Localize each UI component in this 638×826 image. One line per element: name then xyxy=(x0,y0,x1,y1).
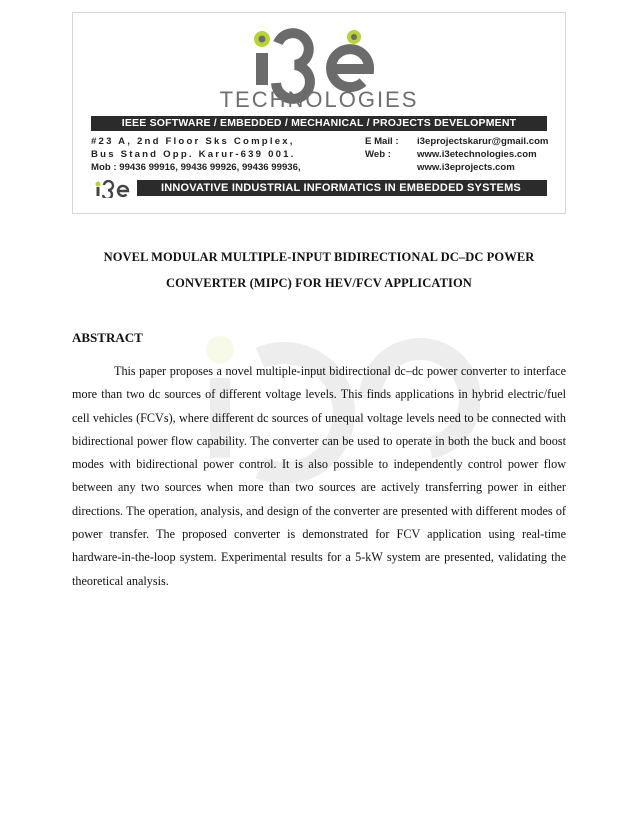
email-label: E Mail : xyxy=(365,136,399,147)
web-value-2: www.i3eprojects.com xyxy=(417,162,515,173)
web-row xyxy=(365,148,551,161)
contact-block xyxy=(365,135,551,174)
email-value: i3eprojectskarur@gmail.com xyxy=(417,136,549,147)
mobile-line: Mob : 99436 99916, 99436 99926, 99436 99936, xyxy=(91,162,301,173)
web-row-2 xyxy=(365,161,551,174)
bottom-banner-row xyxy=(91,180,547,198)
address-block xyxy=(91,135,351,174)
i3e-mini-logo xyxy=(91,180,137,198)
web-value-1: www.i3etechnologies.com xyxy=(417,149,537,160)
address-line-1: #23 A, 2nd Floor Sks Complex, xyxy=(91,136,295,147)
paper-title xyxy=(72,244,566,296)
title-line-1: NOVEL MODULAR MULTIPLE-INPUT BIDIRECTIONAL DC–DC POWER xyxy=(103,250,535,264)
web-label: Web : xyxy=(365,149,391,160)
title-line-2: CONVERTER (MIPC) FOR HEV/FCV APPLICATION xyxy=(166,276,472,290)
logo-wordmark: i3e xyxy=(73,13,75,14)
services-banner: IEEE SOFTWARE / EMBEDDED / MECHANICAL / PROJECTS DEVELOPMENT xyxy=(91,116,547,131)
abstract-body: This paper proposes a novel multiple-input bidirectional dc–dc power converter to interface more than two dc sources of different voltage levels. This finds applications in hybrid electric/fuel cell vehicles (FCVs), where different dc sources of unequal voltage levels need to be connected with bidirectional power flow capability. The converter can be used to operate in both the buck and boost modes with bidirectional power control. It is also possible to independently control power flow between any two sources when more than two sources are actively transferring power in either directions. The operation, analysis, and design of the converter are presented with different modes of power transfer. The proposed converter is demonstrated for FCV application using real-time hardware-in-the-loop system. Experimental results for a 5-kW system are presented, validating the theoretical analysis. xyxy=(72,364,566,588)
letterhead xyxy=(72,12,566,214)
address-line-2: Bus Stand Opp. Karur-639 001. xyxy=(91,149,296,160)
email-row xyxy=(365,135,551,148)
abstract-heading: ABSTRACT xyxy=(72,330,143,345)
brand-name: TECHNOLOGIES xyxy=(219,87,419,112)
informatics-banner: INNOVATIVE INDUSTRIAL INFORMATICS IN EMBEDDED SYSTEMS xyxy=(137,180,547,196)
